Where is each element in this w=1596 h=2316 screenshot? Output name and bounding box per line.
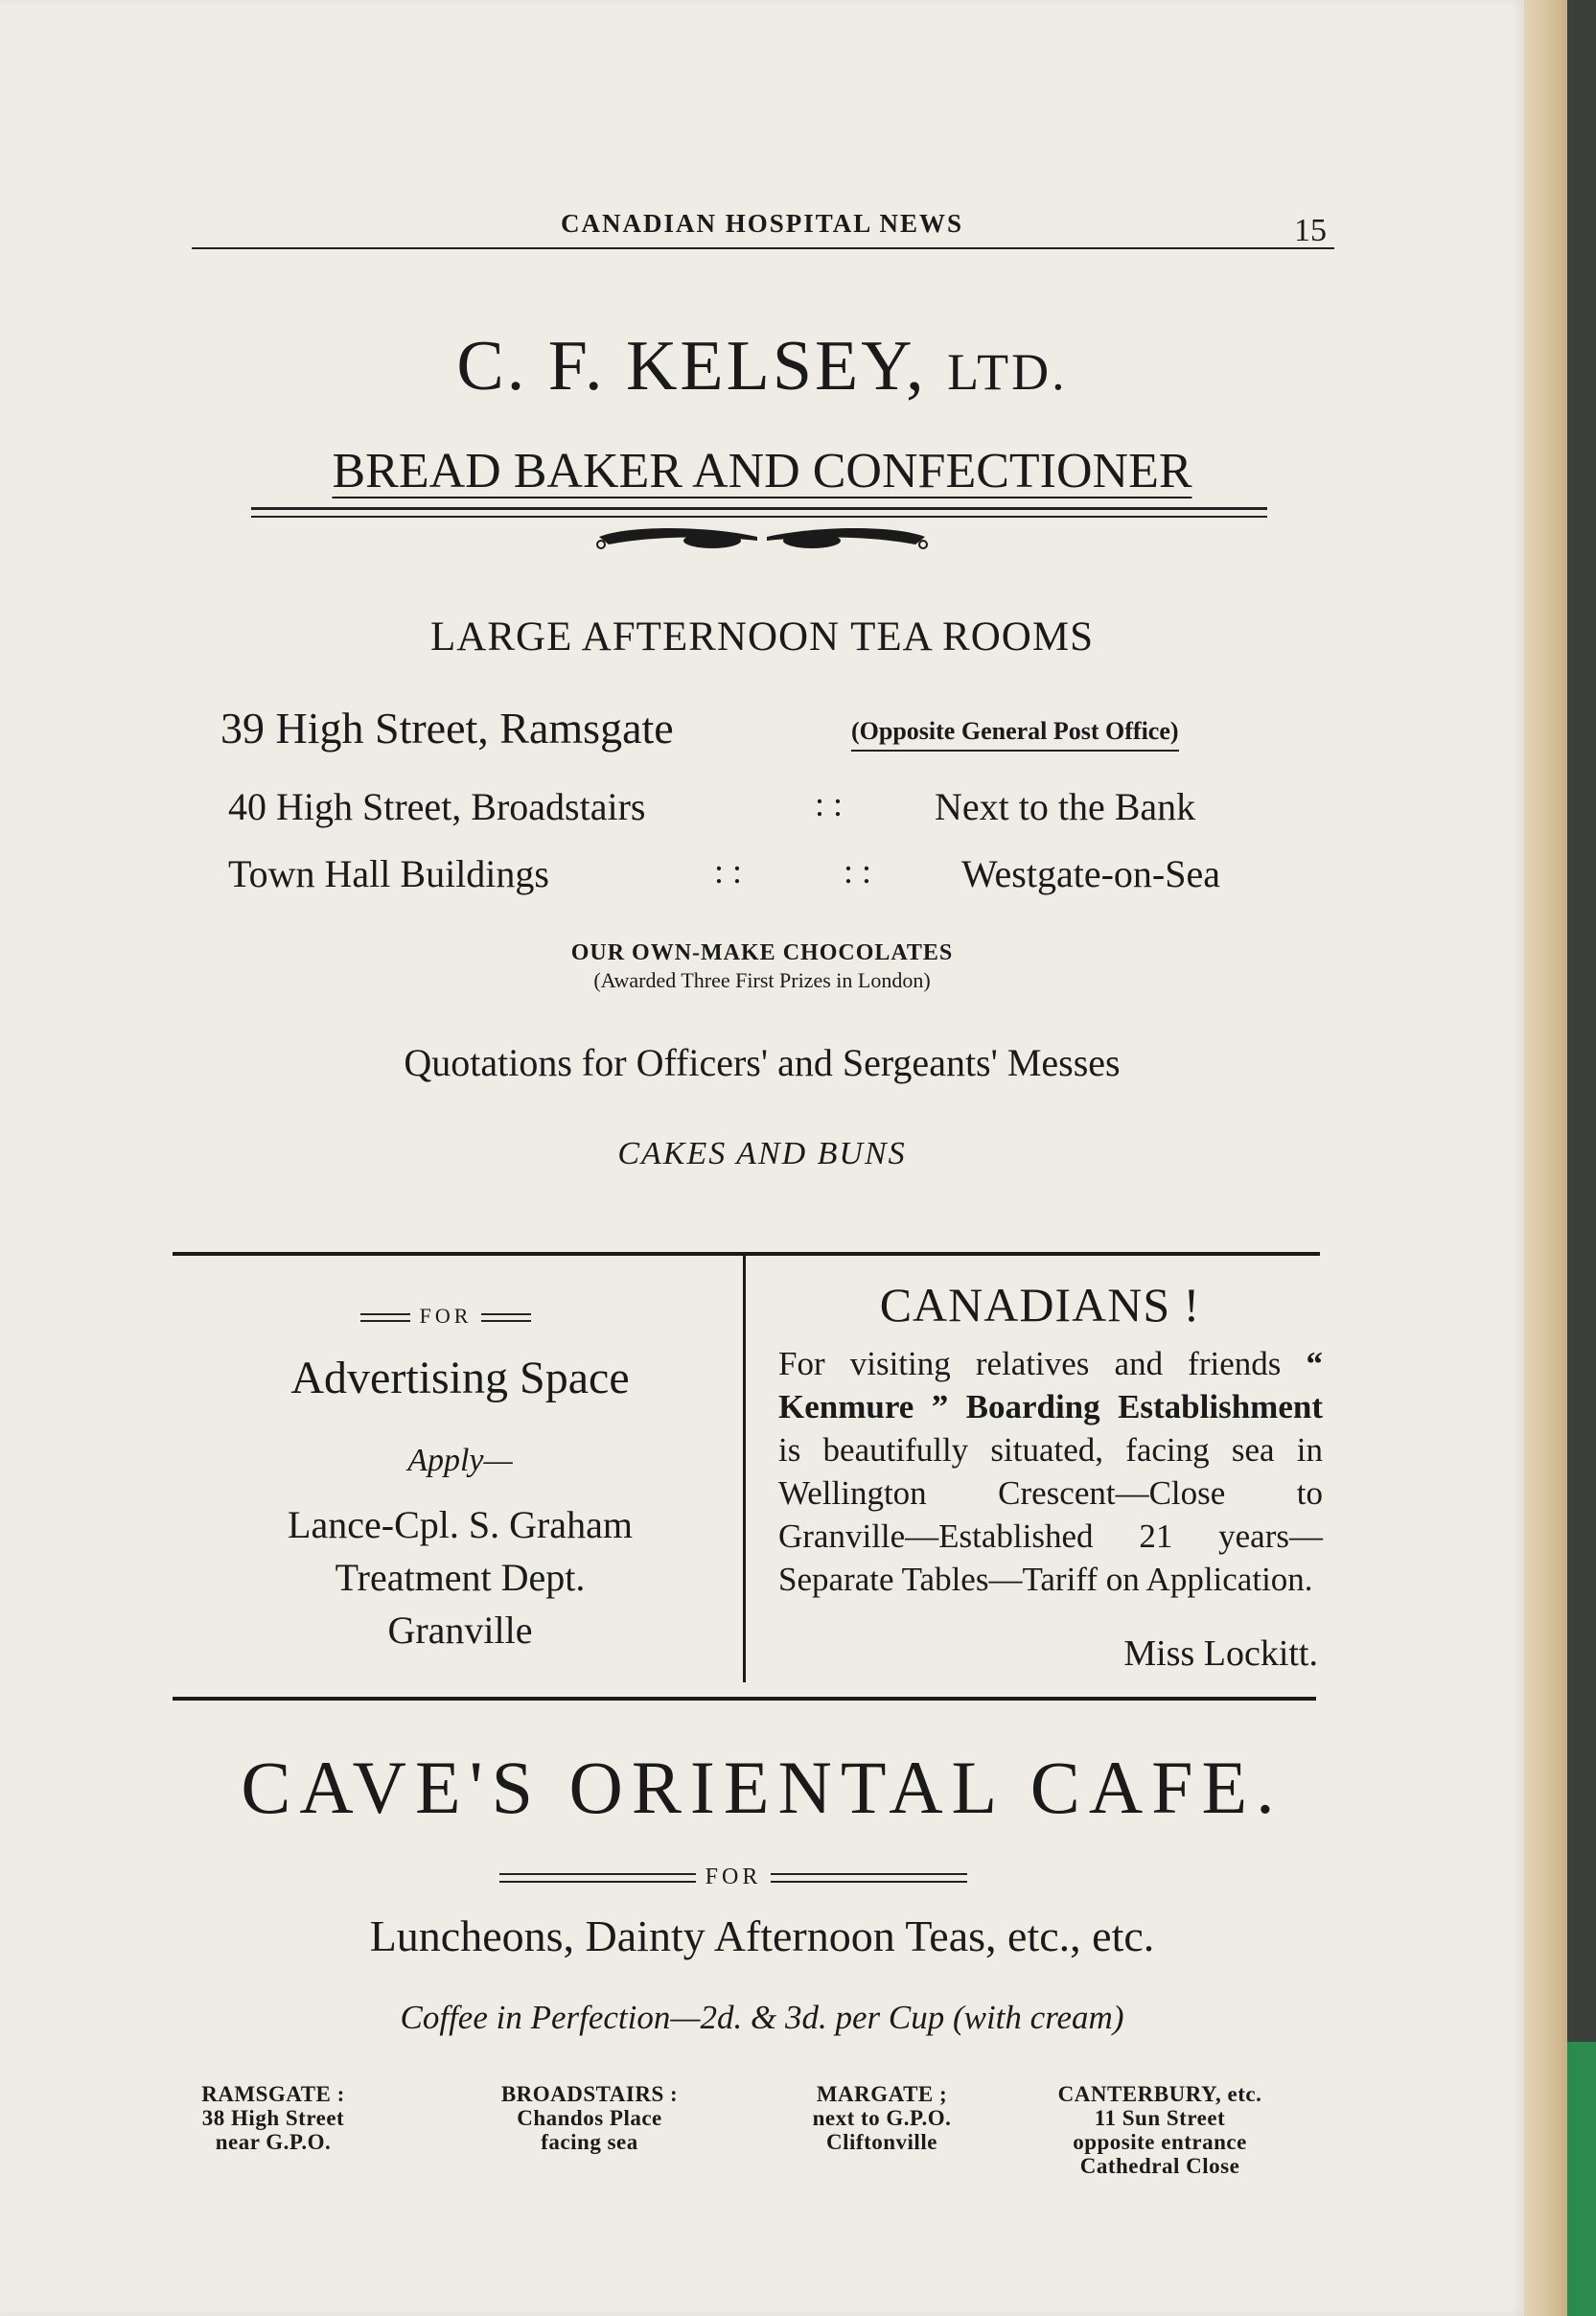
location-margate: [743, 2082, 1021, 2154]
header-rule: [192, 247, 1334, 249]
page-edge: [1524, 0, 1567, 2316]
background: [1567, 0, 1596, 2316]
address-broadstairs-note: Next to the Bank: [935, 785, 1196, 828]
canadians-heading: CANADIANS !: [879, 1278, 1201, 1332]
location-line: near G.P.O.: [215, 2130, 332, 2154]
for-label-text: FOR: [419, 1304, 473, 1328]
kenmure-name: “ Kenmure ” Boarding Establishment: [778, 1345, 1323, 1425]
contact-dept: Treatment Dept.: [335, 1556, 586, 1599]
caves-for-text: FOR: [705, 1864, 762, 1889]
location-broadstairs: [451, 2082, 729, 2154]
chocolates-heading: OUR OWN-MAKE CHOCOLATES: [570, 940, 954, 965]
kenmure-intro: For visiting relatives and friends: [778, 1345, 1307, 1382]
location-line: Chandos Place: [517, 2106, 662, 2130]
caves-for-label: [484, 1864, 983, 1890]
quotations-line: Quotations for Officers' and Sergeants' Messes: [404, 1041, 1121, 1084]
location-canterbury: [1016, 2082, 1304, 2178]
kelsey-subtitle-text: BREAD BAKER AND CONFECTIONER: [332, 444, 1192, 498]
location-town: MARGATE ;: [816, 2082, 948, 2106]
kenmure-signature: Miss Lockitt.: [1123, 1633, 1318, 1674]
location-line: Cathedral Close: [1079, 2154, 1240, 2178]
address-ramsgate: 39 High Street, Ramsgate: [220, 704, 674, 753]
advertising-heading: Advertising Space: [290, 1353, 630, 1403]
separator: : :: [815, 785, 844, 823]
caves-title: CAVE'S ORIENTAL CAFE.: [241, 1746, 1284, 1829]
contact-place: Granville: [387, 1609, 533, 1652]
address-westgate-note: Westgate-on-Sea: [961, 852, 1220, 895]
box-top-rule: [173, 1252, 1320, 1256]
location-ramsgate: [134, 2082, 412, 2154]
location-line: facing sea: [541, 2130, 638, 2154]
contact-name: Lance-Cpl. S. Graham: [288, 1503, 633, 1546]
address-westgate: Town Hall Buildings: [228, 852, 549, 895]
double-bar: [771, 1873, 967, 1883]
separator: : :: [844, 852, 872, 891]
double-bar: [481, 1313, 531, 1322]
page-number: 15: [1294, 213, 1327, 248]
location-town: CANTERBURY, etc.: [1057, 2082, 1262, 2106]
kelsey-ltd: LTD.: [947, 343, 1068, 401]
kelsey-title: [144, 326, 1380, 407]
chocolates-note: (Awarded Three First Prizes in London): [593, 968, 931, 992]
address-broadstairs: 40 High Street, Broadstairs: [228, 785, 646, 828]
apply-label: Apply—: [407, 1443, 513, 1478]
kelsey-subtitle: [144, 443, 1380, 499]
location-line: 38 High Street: [201, 2106, 345, 2130]
for-label: [326, 1304, 566, 1329]
kelsey-name: C. F. KELSEY,: [456, 327, 948, 405]
running-head: CANADIAN HOSPITAL NEWS: [560, 209, 964, 238]
double-bar: [499, 1873, 696, 1883]
tea-rooms-heading: LARGE AFTERNOON TEA ROOMS: [430, 614, 1094, 660]
location-town: RAMSGATE :: [201, 2082, 345, 2106]
location-town: BROADSTAIRS :: [500, 2082, 679, 2106]
address-ramsgate-note: (Opposite General Post Office): [851, 717, 1179, 752]
kenmure-rest: is beautifully situated, facing sea in Wellington Crescent—Close to Granville—Established 21 years—Separate Tables—Tariff on Application.: [778, 1431, 1323, 1598]
cakes-line: CAKES AND BUNS: [617, 1136, 907, 1171]
location-line: opposite entrance: [1073, 2130, 1247, 2154]
kenmure-body: [778, 1342, 1323, 1601]
location-line: Cliftonville: [826, 2130, 937, 2154]
kelsey-double-rule: [251, 507, 1267, 518]
background-tab: [1567, 2042, 1596, 2316]
caves-offer: Luncheons, Dainty Afternoon Teas, etc., etc.: [369, 1911, 1155, 1960]
location-line: 11 Sun Street: [1094, 2106, 1226, 2130]
double-bar: [360, 1313, 410, 1322]
separator: : :: [714, 852, 743, 891]
box-bottom-rule: [173, 1697, 1316, 1701]
caves-coffee: Coffee in Perfection—2d. & 3d. per Cup (with cream): [400, 1999, 1124, 2036]
box-divider: [743, 1256, 746, 1682]
location-line: next to G.P.O.: [812, 2106, 952, 2130]
ornament-icon: [590, 523, 935, 552]
